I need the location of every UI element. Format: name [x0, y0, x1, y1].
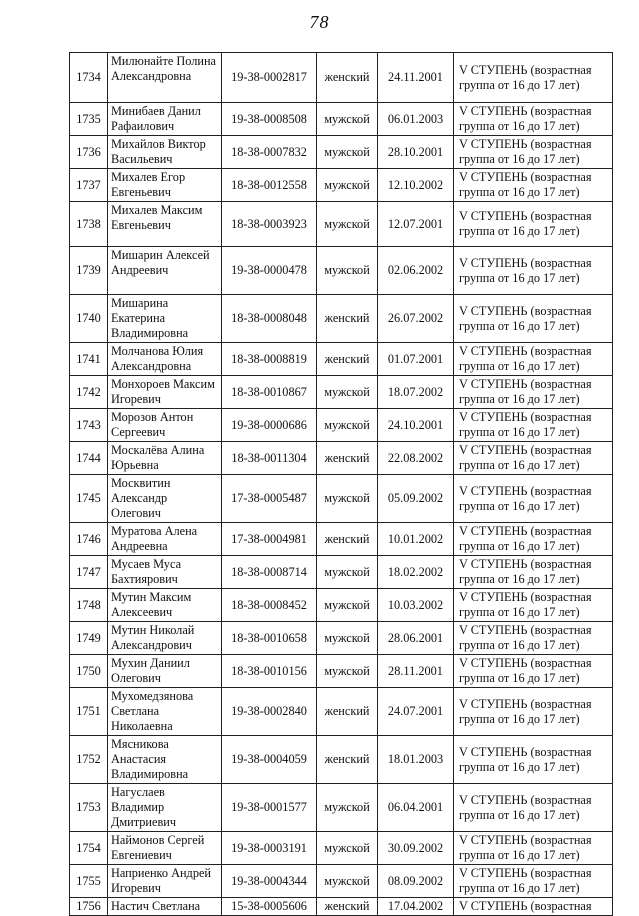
table-row — [70, 523, 613, 556]
participant-name: Муратова Алена Андреевна — [108, 523, 222, 556]
birth-date: 28.11.2001 — [378, 655, 454, 688]
participant-id: 18-38-0008452 — [222, 589, 317, 622]
registry-table-body — [70, 53, 613, 916]
row-number: 1753 — [70, 784, 108, 832]
gto-stage: V СТУПЕНЬ (возрастная группа от 16 до 17 лет) — [454, 343, 613, 376]
participant-gender: мужской — [317, 589, 378, 622]
birth-date: 08.09.2002 — [378, 865, 454, 898]
participant-id: 19-38-0000686 — [222, 409, 317, 442]
row-number: 1747 — [70, 556, 108, 589]
participant-gender: женский — [317, 53, 378, 103]
gto-stage: V СТУПЕНЬ (возрастная группа от 16 до 17 лет) — [454, 136, 613, 169]
gto-stage: V СТУПЕНЬ (возрастная группа от 16 до 17 лет) — [454, 295, 613, 343]
birth-date: 18.01.2003 — [378, 736, 454, 784]
gto-stage: V СТУПЕНЬ (возрастная группа от 16 до 17 лет) — [454, 589, 613, 622]
participant-name: Мишарина Екатерина Владимировна — [108, 295, 222, 343]
row-number: 1742 — [70, 376, 108, 409]
participant-gender: мужской — [317, 409, 378, 442]
participant-name: Минибаев Данил Рафаилович — [108, 103, 222, 136]
birth-date: 28.06.2001 — [378, 622, 454, 655]
row-number: 1755 — [70, 865, 108, 898]
gto-stage: V СТУПЕНЬ (возрастная группа от 16 до 17 лет) — [454, 409, 613, 442]
gto-stage: V СТУПЕНЬ (возрастная группа от 16 до 17 лет) — [454, 688, 613, 736]
table-row — [70, 136, 613, 169]
gto-stage: V СТУПЕНЬ (возрастная группа от 16 до 17 лет) — [454, 53, 613, 103]
row-number: 1734 — [70, 53, 108, 103]
participant-gender: мужской — [317, 169, 378, 202]
participant-id: 19-38-0000478 — [222, 247, 317, 295]
participant-id: 19-38-0002817 — [222, 53, 317, 103]
participant-id: 19-38-0002840 — [222, 688, 317, 736]
table-row — [70, 169, 613, 202]
gto-stage: V СТУПЕНЬ (возрастная группа от 16 до 17 лет) — [454, 622, 613, 655]
participant-name: Монхороев Максим Игоревич — [108, 376, 222, 409]
participant-gender: мужской — [317, 202, 378, 247]
participant-name: Мясникова Анастасия Владимировна — [108, 736, 222, 784]
table-row — [70, 53, 613, 103]
birth-date: 01.07.2001 — [378, 343, 454, 376]
gto-stage: V СТУПЕНЬ (возрастная группа от 16 до 17 лет) — [454, 202, 613, 247]
participant-gender: мужской — [317, 475, 378, 523]
row-number: 1750 — [70, 655, 108, 688]
table-row — [70, 688, 613, 736]
participant-name: Михалев Максим Евгеньевич — [108, 202, 222, 247]
participant-name: Мутин Максим Алексеевич — [108, 589, 222, 622]
table-row — [70, 442, 613, 475]
birth-date: 30.09.2002 — [378, 832, 454, 865]
row-number: 1756 — [70, 898, 108, 916]
participant-id: 18-38-0008819 — [222, 343, 317, 376]
participant-name: Морозов Антон Сергеевич — [108, 409, 222, 442]
birth-date: 12.10.2002 — [378, 169, 454, 202]
participant-gender: женский — [317, 442, 378, 475]
table-row — [70, 295, 613, 343]
participant-id: 17-38-0004981 — [222, 523, 317, 556]
participant-name: Москалёва Алина Юрьевна — [108, 442, 222, 475]
gto-stage: V СТУПЕНЬ (возрастная группа от 16 до 17 лет) — [454, 475, 613, 523]
gto-stage: V СТУПЕНЬ (возрастная — [454, 898, 613, 916]
row-number: 1749 — [70, 622, 108, 655]
table-row — [70, 202, 613, 247]
participant-name: Михалев Егор Евгеньевич — [108, 169, 222, 202]
participant-gender: мужской — [317, 376, 378, 409]
participant-name: Нагуслаев Владимир Дмитриевич — [108, 784, 222, 832]
participant-id: 18-38-0008048 — [222, 295, 317, 343]
participant-id: 17-38-0005487 — [222, 475, 317, 523]
participant-id: 15-38-0005606 — [222, 898, 317, 916]
participant-id: 19-38-0001577 — [222, 784, 317, 832]
gto-stage: V СТУПЕНЬ (возрастная группа от 16 до 17 лет) — [454, 865, 613, 898]
participant-gender: мужской — [317, 832, 378, 865]
row-number: 1744 — [70, 442, 108, 475]
birth-date: 02.06.2002 — [378, 247, 454, 295]
birth-date: 12.07.2001 — [378, 202, 454, 247]
birth-date: 26.07.2002 — [378, 295, 454, 343]
participant-gender: женский — [317, 295, 378, 343]
participant-id: 19-38-0004344 — [222, 865, 317, 898]
participant-id: 19-38-0008508 — [222, 103, 317, 136]
participant-name: Мухомедзянова Светлана Николаевна — [108, 688, 222, 736]
table-row — [70, 784, 613, 832]
table-row — [70, 622, 613, 655]
gto-stage: V СТУПЕНЬ (возрастная группа от 16 до 17 лет) — [454, 832, 613, 865]
birth-date: 06.01.2003 — [378, 103, 454, 136]
participant-gender: мужской — [317, 136, 378, 169]
row-number: 1736 — [70, 136, 108, 169]
participant-name: Мишарин Алексей Андреевич — [108, 247, 222, 295]
gto-stage: V СТУПЕНЬ (возрастная группа от 16 до 17 лет) — [454, 784, 613, 832]
participant-name: Наймонов Сергей Евгениевич — [108, 832, 222, 865]
participant-id: 18-38-0008714 — [222, 556, 317, 589]
participant-gender: мужской — [317, 865, 378, 898]
row-number: 1741 — [70, 343, 108, 376]
row-number: 1748 — [70, 589, 108, 622]
gto-stage: V СТУПЕНЬ (возрастная группа от 16 до 17 лет) — [454, 655, 613, 688]
birth-date: 18.07.2002 — [378, 376, 454, 409]
participant-gender: мужской — [317, 655, 378, 688]
row-number: 1751 — [70, 688, 108, 736]
birth-date: 22.08.2002 — [378, 442, 454, 475]
gto-stage: V СТУПЕНЬ (возрастная группа от 16 до 17 лет) — [454, 103, 613, 136]
participant-gender: женский — [317, 736, 378, 784]
table-row — [70, 556, 613, 589]
participant-id: 18-38-0007832 — [222, 136, 317, 169]
participant-gender: женский — [317, 688, 378, 736]
participant-gender: мужской — [317, 784, 378, 832]
participant-gender: мужской — [317, 556, 378, 589]
table-row — [70, 376, 613, 409]
table-row — [70, 589, 613, 622]
page-number: 78 — [309, 12, 330, 32]
participant-gender: мужской — [317, 247, 378, 295]
gto-stage: V СТУПЕНЬ (возрастная группа от 16 до 17 лет) — [454, 556, 613, 589]
gto-stage: V СТУПЕНЬ (возрастная группа от 16 до 17 лет) — [454, 736, 613, 784]
participant-gender: мужской — [317, 622, 378, 655]
row-number: 1746 — [70, 523, 108, 556]
birth-date: 24.10.2001 — [378, 409, 454, 442]
participant-gender: мужской — [317, 103, 378, 136]
table-row — [70, 475, 613, 523]
birth-date: 18.02.2002 — [378, 556, 454, 589]
participant-gender: женский — [317, 898, 378, 916]
row-number: 1738 — [70, 202, 108, 247]
table-row — [70, 832, 613, 865]
birth-date: 24.11.2001 — [378, 53, 454, 103]
participant-id: 19-38-0004059 — [222, 736, 317, 784]
gto-stage: V СТУПЕНЬ (возрастная группа от 16 до 17 лет) — [454, 442, 613, 475]
participant-name: Михайлов Виктор Васильевич — [108, 136, 222, 169]
row-number: 1735 — [70, 103, 108, 136]
row-number: 1754 — [70, 832, 108, 865]
birth-date: 10.01.2002 — [378, 523, 454, 556]
table-row — [70, 865, 613, 898]
birth-date: 06.04.2001 — [378, 784, 454, 832]
row-number: 1745 — [70, 475, 108, 523]
table-row — [70, 103, 613, 136]
birth-date: 05.09.2002 — [378, 475, 454, 523]
participant-id: 18-38-0010867 — [222, 376, 317, 409]
birth-date: 24.07.2001 — [378, 688, 454, 736]
row-number: 1752 — [70, 736, 108, 784]
birth-date: 28.10.2001 — [378, 136, 454, 169]
participant-name: Мухин Даниил Олегович — [108, 655, 222, 688]
participant-id: 18-38-0010658 — [222, 622, 317, 655]
participant-name: Наприенко Андрей Игоревич — [108, 865, 222, 898]
row-number: 1743 — [70, 409, 108, 442]
participant-name: Настич Светлана — [108, 898, 222, 916]
participant-name: Мутин Николай Александрович — [108, 622, 222, 655]
participant-name: Молчанова Юлия Александровна — [108, 343, 222, 376]
participant-id: 18-38-0003923 — [222, 202, 317, 247]
registry-table — [69, 52, 613, 916]
table-row — [70, 898, 613, 916]
table-row — [70, 409, 613, 442]
row-number: 1739 — [70, 247, 108, 295]
gto-stage: V СТУПЕНЬ (возрастная группа от 16 до 17 лет) — [454, 523, 613, 556]
participant-id: 18-38-0012558 — [222, 169, 317, 202]
gto-stage: V СТУПЕНЬ (возрастная группа от 16 до 17 лет) — [454, 247, 613, 295]
table-row — [70, 247, 613, 295]
table-row — [70, 655, 613, 688]
gto-stage: V СТУПЕНЬ (возрастная группа от 16 до 17 лет) — [454, 169, 613, 202]
table-row — [70, 736, 613, 784]
participant-name: Мусаев Муса Бахтиярович — [108, 556, 222, 589]
row-number: 1737 — [70, 169, 108, 202]
participant-id: 18-38-0011304 — [222, 442, 317, 475]
participant-id: 19-38-0003191 — [222, 832, 317, 865]
birth-date: 17.04.2002 — [378, 898, 454, 916]
participant-id: 18-38-0010156 — [222, 655, 317, 688]
participant-name: Милюнайте Полина Александровна — [108, 53, 222, 103]
participant-name: Москвитин Александр Олегович — [108, 475, 222, 523]
participant-gender: женский — [317, 343, 378, 376]
gto-stage: V СТУПЕНЬ (возрастная группа от 16 до 17 лет) — [454, 376, 613, 409]
table-row — [70, 343, 613, 376]
birth-date: 10.03.2002 — [378, 589, 454, 622]
row-number: 1740 — [70, 295, 108, 343]
participant-gender: женский — [317, 523, 378, 556]
